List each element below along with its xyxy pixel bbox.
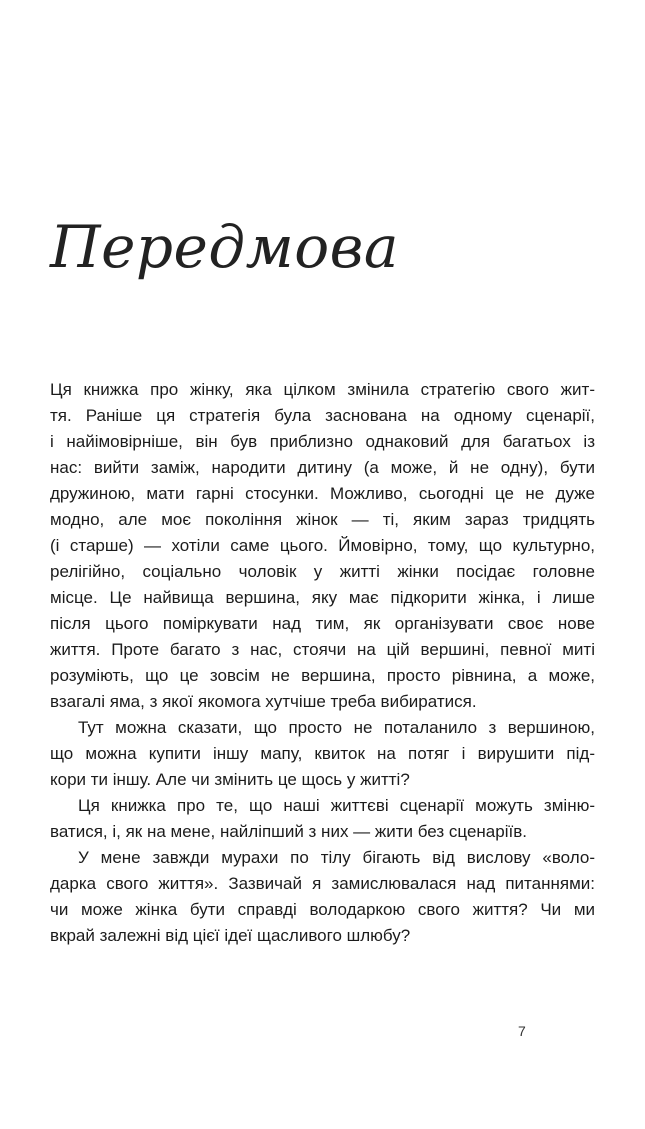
- paragraph-2-line-1: Тут можна сказати, що просто не поталанило з вершиною,: [78, 718, 595, 737]
- paragraph-3-line-1: Ця книжка про те, що наші життєві сценарії можуть зміню-: [78, 796, 595, 815]
- page-number: 7: [518, 1023, 526, 1039]
- paragraph-1-line-7: (і старше) — хотіли саме цього. Ймовірно, тому, що культурно,: [50, 536, 595, 555]
- paragraph-1-line-13: взагалі яма, з якої якомога хутчіше треба вибиратися.: [50, 692, 477, 711]
- paragraph-2-line-2: що можна купити іншу мапу, квиток на потяг і вирушити під-: [50, 744, 595, 763]
- paragraph-1-line-1: Ця книжка про жінку, яка цілком змінила стратегію свого жит-: [50, 380, 595, 399]
- paragraph-3-line-2: ватися, і, як на мене, найліпший з них — жити без сценаріїв.: [50, 822, 527, 841]
- paragraph-4-line-3: чи може жінка бути справді володаркою свого життя? Чи ми: [50, 900, 595, 919]
- paragraph-1-line-11: життя. Проте багато з нас, стоячи на цій вершині, певної миті: [50, 640, 595, 659]
- paragraph-1-line-6: модно, але моє покоління жінок — ті, яким зараз тридцять: [50, 510, 595, 529]
- paragraph-1-line-9: місце. Це найвища вершина, яку має підкорити жінка, і лише: [50, 588, 595, 607]
- paragraph-1-line-3: і найімовірніше, він був приблизно однаковий для багатьох із: [50, 432, 595, 451]
- paragraph-4-line-1: У мене завжди мурахи по тілу бігають від вислову «воло-: [78, 848, 595, 867]
- paragraph-1-line-10: після цього поміркувати над тим, як організувати своє нове: [50, 614, 595, 633]
- paragraph-1-line-12: розуміють, що це зовсім не вершина, просто рівнина, а може,: [50, 666, 595, 685]
- paragraph-2-line-3: кори ти іншу. Але чи змінить це щось у житті?: [50, 770, 410, 789]
- body-text: [50, 377, 595, 949]
- paragraph-4-line-2: дарка свого життя». Зазвичай я замислювалася над питаннями:: [50, 874, 595, 893]
- paragraph-4-line-4: вкрай залежні від цієї ідеї щасливого шлюбу?: [50, 926, 411, 945]
- chapter-title: Передмова: [50, 213, 399, 281]
- paragraph-1-line-2: тя. Раніше ця стратегія була заснована на одному сценарії,: [50, 406, 595, 425]
- paragraph-1-line-8: релігійно, соціально чоловік у житті жінки посідає головне: [50, 562, 595, 581]
- paragraph-1-line-4: нас: вийти заміж, народити дитину (а може, й не одну), бути: [50, 458, 595, 477]
- paragraph-1-line-5: дружиною, мати гарні стосунки. Можливо, сьогодні це не дуже: [50, 484, 595, 503]
